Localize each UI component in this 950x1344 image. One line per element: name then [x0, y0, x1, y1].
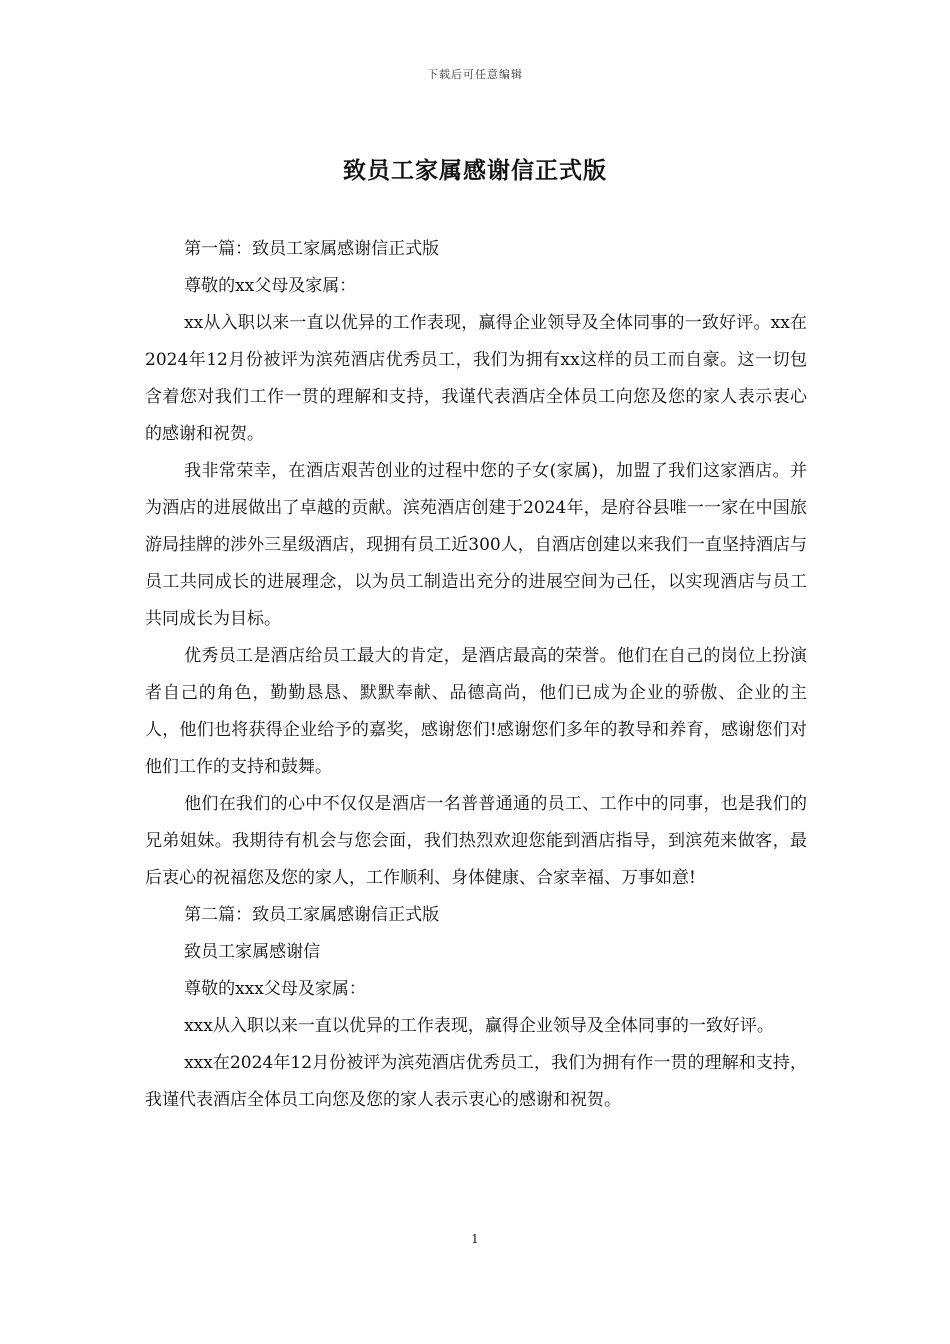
body-paragraph: 我非常荣幸，在酒店艰苦创业的过程中您的子女(家属)，加盟了我们这家酒店。并为酒店的进展做出了卓越的贡献。滨苑酒店创建于2024年，是府谷县唯一一家在中国旅游局挂牌的涉外三星级酒店，现拥有员工近300人，自酒店创建以来我们一直坚持酒店与员工共同成长的进展理念，以为员工制造出充分的进展空间为己任，以实现酒店与员工共同成长为目标。 — [145, 461, 807, 629]
section-heading-2: 第二篇：致员工家属感谢信正式版 — [184, 905, 440, 925]
salutation-1: 尊敬的xx父母及家属： — [184, 276, 357, 296]
body-paragraph: 他们在我们的心中不仅仅是酒店一名普普通通的员工、工作中的同事，也是我们的兄弟姐妹。我期待有机会与您会面，我们热烈欢迎您能到酒店指导，到滨苑来做客，最后衷心的祝福您及您的家人，工作顺利、身体健康、合家幸福、万事如意! — [145, 794, 807, 888]
salutation-2: 尊敬的xxx父母及家属： — [184, 979, 366, 999]
body-paragraph: xx从入职以来一直以优异的工作表现，赢得企业领导及全体同事的一致好评。xx在2024年12月份被评为滨苑酒店优秀员工，我们为拥有xx这样的员工而自豪。这一切包含着您对我们工作一贯的理解和支持，我谨代表酒店全体员工向您及您的家人表示衷心的感谢和祝贺。 — [145, 313, 807, 444]
body-paragraph: 优秀员工是酒店给员工最大的肯定，是酒店最高的荣誉。他们在自己的岗位上扮演者自己的角色，勤勤恳恳、默默奉献、品德高尚，他们已成为企业的骄傲、企业的主人，他们也将获得企业给予的嘉奖，感谢您们!感谢您们多年的教导和养育，感谢您们对他们工作的支持和鼓舞。 — [145, 646, 807, 777]
document-title: 致员工家属感谢信正式版 — [343, 157, 607, 184]
document-body — [145, 231, 807, 1119]
section-heading-1: 第一篇：致员工家属感谢信正式版 — [184, 239, 440, 259]
letter-title: 致员工家属感谢信 — [184, 942, 321, 962]
page-header: 下载后可任意编辑 — [427, 68, 523, 81]
page-number: 1 — [471, 1232, 479, 1246]
body-paragraph: xxx在2024年12月份被评为滨苑酒店优秀员工，我们为拥有作一贯的理解和支持，我谨代表酒店全体员工向您及您的家人表示衷心的感谢和祝贺。 — [145, 1053, 807, 1110]
body-paragraph: xxx从入职以来一直以优异的工作表现，赢得企业领导及全体同事的一致好评。 — [184, 1016, 774, 1036]
